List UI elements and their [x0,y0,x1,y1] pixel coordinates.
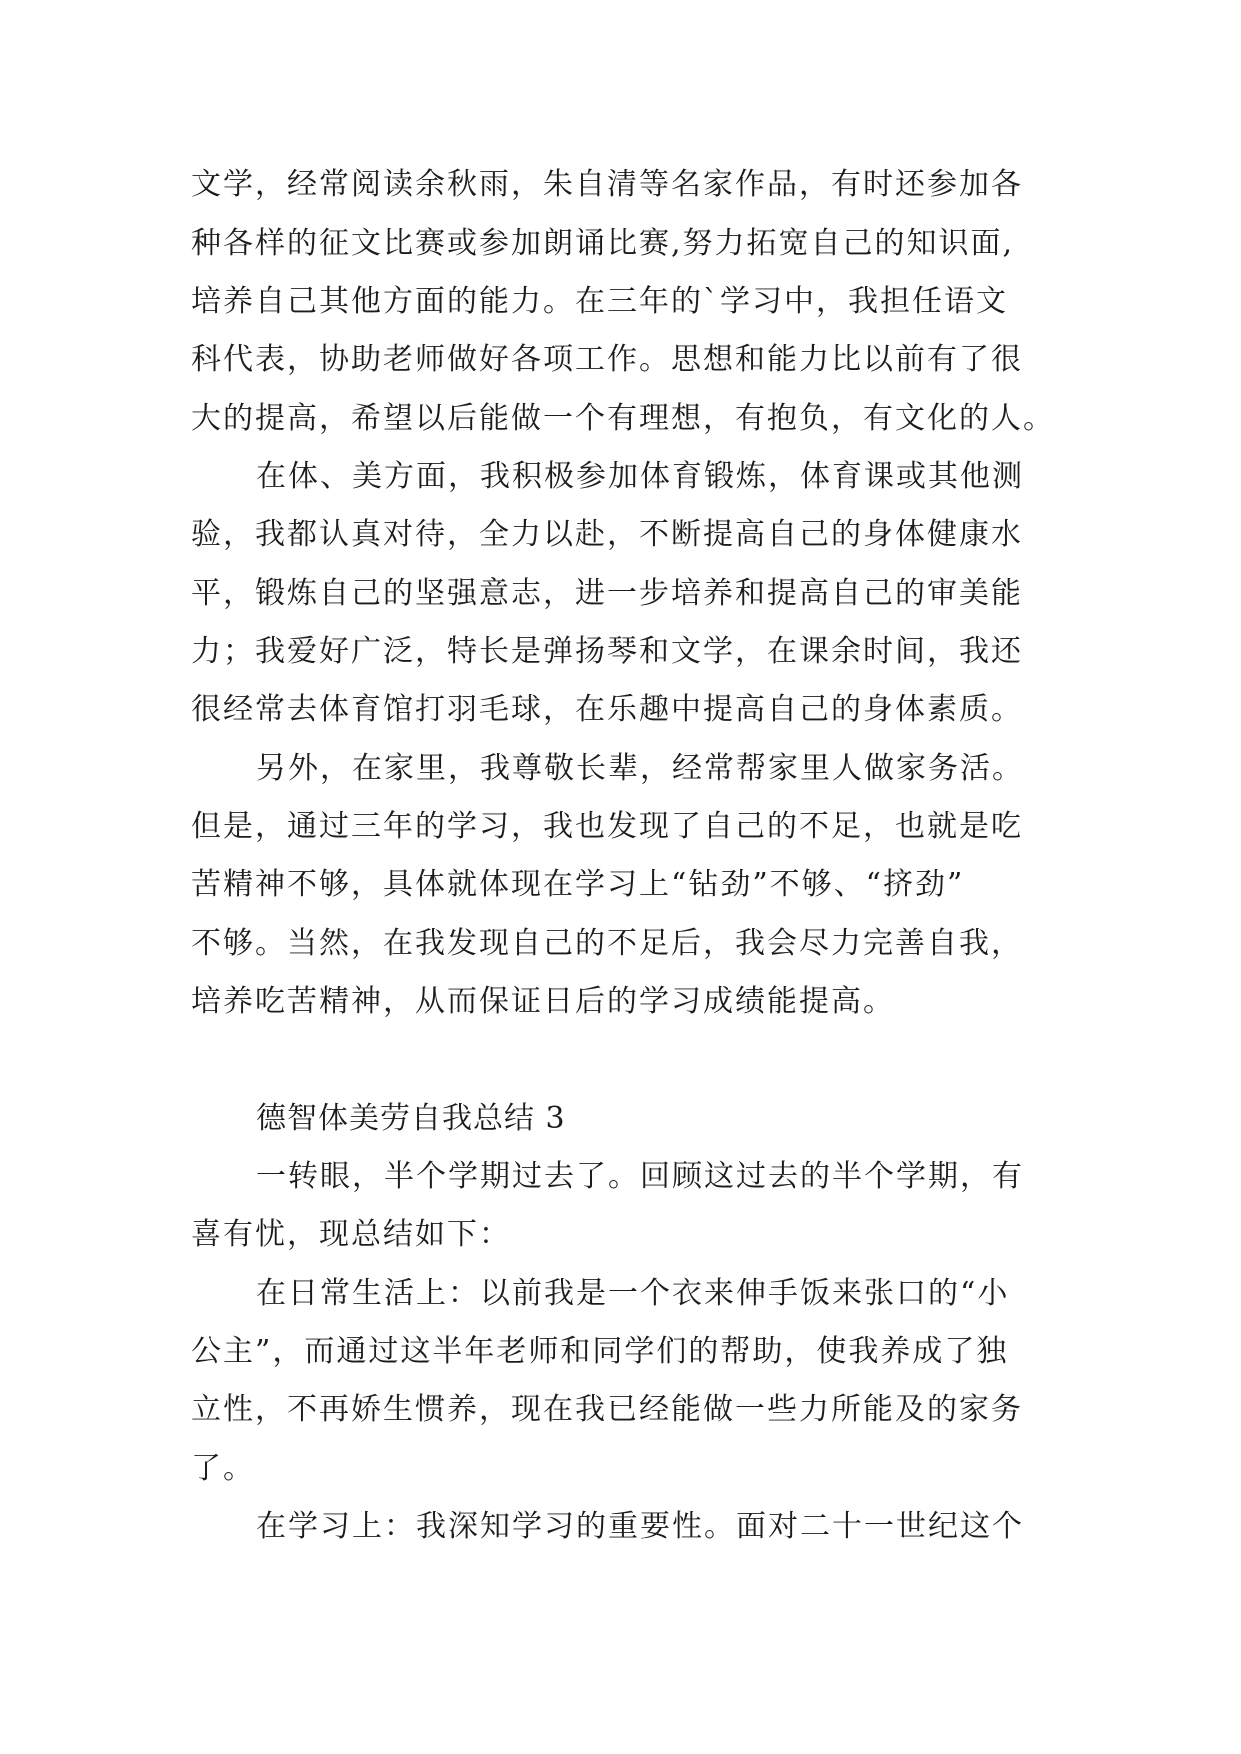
text-line: 培养自己其他方面的能力。在三年的`学习中，我担任语文 [191,284,1008,319]
text-line: 不够。当然，在我发现自己的不足后，我会尽力完善自我， [191,926,1023,961]
text-line: 文学，经常阅读余秋雨，朱自清等名家作品，有时还参加各 [191,167,1023,202]
paragraph-first-line: 在学习上：我深知学习的重要性。面对二十一世纪这个 [256,1509,1024,1544]
text-line: 公主”，而通过这半年老师和同学们的帮助，使我养成了独 [191,1334,1009,1369]
text-line: 平，锻炼自己的坚强意志，进一步培养和提高自己的审美能 [191,576,1023,611]
text-line: 喜有忧，现总结如下： [191,1217,511,1252]
paragraph-first-line: 另外，在家里，我尊敬长辈，经常帮家里人做家务活。 [256,751,1024,786]
text-line: 苦精神不够，具体就体现在学习上“钻劲”不够、“挤劲” [191,867,965,902]
text-line: 立性，不再娇生惯养，现在我已经能做一些力所能及的家务 [191,1392,1023,1427]
text-line: 了。 [191,1451,255,1486]
text-line: 种各样的征文比赛或参加朗诵比赛,努力拓宽自己的知识面, [191,226,1015,261]
paragraph-first-line: 在日常生活上：以前我是一个衣来伸手饭来张口的“小 [256,1276,1010,1311]
text-line: 培养吃苦精神，从而保证日后的学习成绩能提高。 [191,984,895,1019]
text-line: 科代表，协助老师做好各项工作。思想和能力比以前有了很 [191,342,1023,377]
paragraph-first-line: 在体、美方面，我积极参加体育锻炼，体育课或其他测 [256,459,1024,494]
section-heading: 德智体美劳自我总结 3 [256,1101,566,1136]
paragraph-first-line: 一转眼，半个学期过去了。回顾这过去的半个学期，有 [256,1159,1024,1194]
text-line: 很经常去体育馆打羽毛球，在乐趣中提高自己的身体素质。 [191,692,1023,727]
text-line: 但是，通过三年的学习，我也发现了自己的不足，也就是吃 [191,809,1023,844]
text-line: 验，我都认真对待，全力以赴，不断提高自己的身体健康水 [191,517,1023,552]
text-line: 力；我爱好广泛，特长是弹扬琴和文学，在课余时间，我还 [191,634,1023,669]
text-line: 大的提高，希望以后能做一个有理想，有抱负，有文化的人。 [191,401,1055,436]
